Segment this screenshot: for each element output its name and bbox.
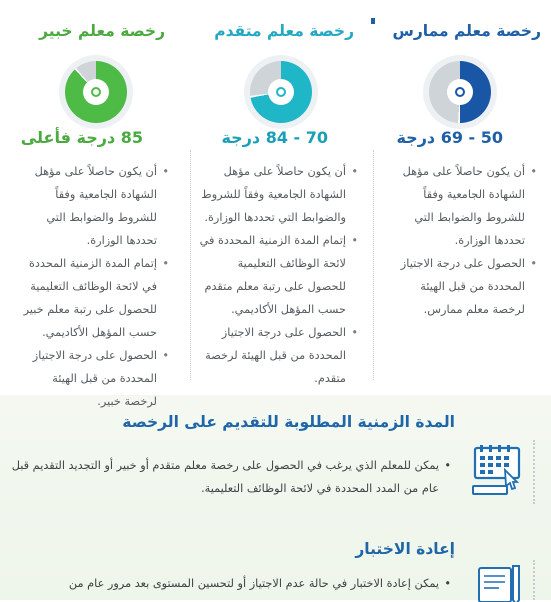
column-expert xyxy=(3,0,183,408)
score-range: 70 - 84 درجة xyxy=(221,128,328,147)
requirements-list xyxy=(17,160,169,413)
computer-calendar-icon xyxy=(467,440,535,504)
column-divider xyxy=(190,150,191,380)
period-text: يمكن للمعلم الذي يرغب في الحصول على رخصة معلم متقدم أو خبير أو التجديد التقديم قبل عام من المدد المحددة في لائحة الوظائف التعليمية. xyxy=(11,459,439,495)
column-divider xyxy=(373,150,374,380)
column-title: رخصة معلم ممارس xyxy=(392,22,541,40)
donut-chart-icon xyxy=(59,55,133,129)
title-underline xyxy=(371,18,375,24)
list-item: • الحصول على درجة الاجتياز المحددة من قبل الهيئة لرخصة متقدم. xyxy=(198,321,358,390)
list-item: • الحصول على درجة الاجتياز المحددة من قبل الهيئة لرخصة معلم ممارس. xyxy=(387,252,537,321)
bullet-marker: • xyxy=(444,459,451,472)
column-title: رخصة معلم خبير xyxy=(39,22,165,40)
requirements-list xyxy=(387,160,537,321)
bullet-marker: • xyxy=(444,577,451,590)
score-range: 50 - 69 درجة xyxy=(396,128,503,147)
column-advanced xyxy=(188,0,368,390)
list-item: • أن يكون حاصلاً على مؤهل الشهادة الجامعية وفقاً للشروط والضوابط التي تحددها الوزارة. xyxy=(17,160,169,252)
donut-chart-icon xyxy=(244,55,318,129)
list-item: • الحصول على درجة الاجتياز المحددة من قبل الهيئة لرخصة خبير. xyxy=(17,344,169,413)
list-item: • أن يكون حاصلاً على مؤهل الشهادة الجامعية وفقاً للشروط والضوابط التي تحددها الوزارة. xyxy=(387,160,537,252)
column-title: رخصة معلم متقدم xyxy=(214,22,354,40)
retest-text: يمكن إعادة الاختبار في حالة عدم الاجتياز أو لتحسين المستوى بعد مرور عام من xyxy=(68,577,439,590)
list-item: • إتمام المدة الزمنية المحددة في لائحة الوظائف التعليمية للحصول على رتبة معلم خبير حسب المؤهل الأكاديمي. xyxy=(17,252,169,344)
score-range: 85 درجة فأعلى xyxy=(20,128,143,147)
donut-chart-icon xyxy=(423,55,497,129)
document-pencil-icon xyxy=(467,560,535,600)
requirements-list xyxy=(198,160,358,390)
column-practitioner xyxy=(371,0,551,390)
period-title: المدة الزمنية المطلوبة للتقديم على الرخصة xyxy=(122,413,455,431)
list-item: • أن يكون حاصلاً على مؤهل الشهادة الجامعية وفقاً للشروط والضوابط التي تحددها الوزارة. xyxy=(198,160,358,229)
list-item: • إتمام المدة الزمنية المحددة في لائحة الوظائف التعليمية للحصول على رتبة معلم متقدم حسب المؤهل الأكاديمي. xyxy=(198,229,358,321)
retest-title: إعادة الاختبار xyxy=(355,540,455,558)
